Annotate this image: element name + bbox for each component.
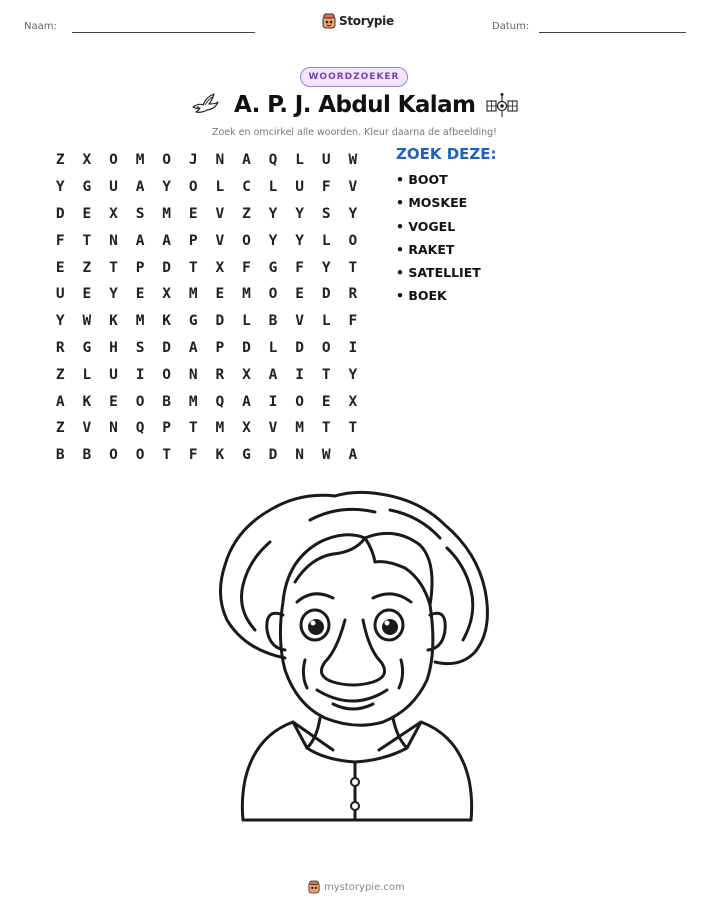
grid-letter[interactable]: F <box>295 259 304 276</box>
grid-letter[interactable]: O <box>295 393 304 410</box>
grid-letter[interactable]: L <box>295 152 304 169</box>
grid-letter[interactable]: G <box>188 313 198 330</box>
grid-letter[interactable]: T <box>188 259 198 276</box>
grid-letter[interactable]: M <box>215 420 225 437</box>
kalam-portrait-illustration <box>215 490 495 825</box>
grid-letter[interactable]: F <box>188 447 198 464</box>
grid-letter[interactable]: B <box>82 447 92 464</box>
footer <box>308 880 405 894</box>
grid-letter[interactable]: E <box>82 205 92 222</box>
word-search-grid <box>47 147 366 469</box>
grid-letter[interactable]: V <box>215 232 225 249</box>
grid-letter[interactable]: I <box>268 393 278 410</box>
grid-letter[interactable]: E <box>55 259 65 276</box>
storypie-mascot-icon <box>308 880 320 894</box>
word-list-item: • MOSKEE <box>396 195 468 211</box>
grid-letter[interactable]: Z <box>242 205 251 222</box>
grid-letter[interactable]: D <box>162 259 172 276</box>
grid-letter[interactable]: M <box>295 420 304 437</box>
grid-letter[interactable]: A <box>162 232 172 249</box>
grid-letter[interactable]: B <box>162 393 172 410</box>
word-list <box>396 172 481 312</box>
grid-letter[interactable]: U <box>109 366 118 383</box>
grid-letter[interactable]: M <box>162 205 172 222</box>
grid-letter[interactable]: F <box>348 313 358 330</box>
grid-letter[interactable]: U <box>109 179 118 196</box>
grid-letter[interactable]: E <box>295 286 304 303</box>
grid-letter[interactable]: A <box>135 179 145 196</box>
grid-letter[interactable]: V <box>82 420 92 437</box>
satellite-icon <box>486 92 518 120</box>
grid-letter[interactable]: K <box>82 393 92 410</box>
grid-letter[interactable]: Y <box>348 366 358 383</box>
grid-letter[interactable]: D <box>162 339 172 356</box>
grid-letter[interactable]: P <box>188 232 198 249</box>
grid-letter[interactable]: U <box>295 179 304 196</box>
grid-row <box>47 388 366 415</box>
grid-row <box>47 227 366 254</box>
grid-letter[interactable]: Y <box>55 313 65 330</box>
grid-letter[interactable]: T <box>321 366 331 383</box>
grid-letter[interactable]: P <box>135 259 145 276</box>
grid-row <box>47 442 366 469</box>
grid-letter[interactable]: O <box>109 152 118 169</box>
grid-letter[interactable]: O <box>242 232 251 249</box>
grid-letter[interactable]: L <box>242 313 251 330</box>
grid-letter[interactable]: V <box>268 420 278 437</box>
grid-letter[interactable]: D <box>55 205 65 222</box>
grid-letter[interactable]: D <box>295 339 304 356</box>
grid-letter[interactable]: E <box>109 393 118 410</box>
grid-letter[interactable]: O <box>162 152 172 169</box>
grid-letter[interactable]: Y <box>268 205 278 222</box>
grid-letter[interactable]: P <box>162 420 172 437</box>
brand-logo <box>322 13 394 29</box>
grid-letter[interactable]: E <box>215 286 225 303</box>
grid-letter[interactable]: M <box>135 152 145 169</box>
grid-letter[interactable]: R <box>215 366 225 383</box>
grid-letter[interactable]: V <box>348 179 358 196</box>
grid-letter[interactable]: B <box>268 313 278 330</box>
grid-letter[interactable]: X <box>109 205 118 222</box>
grid-letter[interactable]: O <box>268 286 278 303</box>
grid-letter[interactable]: N <box>188 366 198 383</box>
grid-letter[interactable]: D <box>242 339 251 356</box>
grid-letter[interactable]: N <box>109 232 118 249</box>
grid-letter[interactable]: Y <box>162 179 172 196</box>
grid-letter[interactable]: A <box>188 339 198 356</box>
grid-letter[interactable]: G <box>82 339 92 356</box>
grid-letter[interactable]: R <box>55 339 65 356</box>
grid-letter[interactable]: D <box>321 286 331 303</box>
grid-letter[interactable]: L <box>215 179 225 196</box>
grid-letter[interactable]: I <box>295 366 304 383</box>
grid-letter[interactable]: L <box>321 313 331 330</box>
word-list-item: • RAKET <box>396 241 455 257</box>
grid-letter[interactable]: T <box>348 259 358 276</box>
grid-letter[interactable]: K <box>215 447 225 464</box>
grid-letter[interactable]: O <box>109 447 118 464</box>
grid-letter[interactable]: I <box>135 366 145 383</box>
grid-letter[interactable]: L <box>321 232 331 249</box>
grid-row <box>47 415 366 442</box>
word-list-item: • SATELLIET <box>396 265 481 281</box>
name-label: Naam: <box>24 21 57 32</box>
grid-letter[interactable]: X <box>348 393 358 410</box>
grid-letter[interactable]: A <box>268 366 278 383</box>
grid-letter[interactable]: G <box>268 259 278 276</box>
grid-letter[interactable]: E <box>188 205 198 222</box>
page-title: A. P. J. Abdul Kalam <box>234 92 476 118</box>
grid-row <box>47 335 366 362</box>
grid-letter[interactable]: Z <box>82 259 92 276</box>
grid-letter[interactable]: M <box>188 393 198 410</box>
grid-letter[interactable]: O <box>321 339 331 356</box>
grid-letter[interactable]: E <box>321 393 331 410</box>
grid-row <box>47 361 366 388</box>
grid-letter[interactable]: W <box>348 152 358 169</box>
grid-letter[interactable]: X <box>242 366 251 383</box>
word-list-item: • BOOT <box>396 172 448 187</box>
grid-letter[interactable]: O <box>348 232 358 249</box>
grid-letter[interactable]: O <box>135 447 145 464</box>
grid-letter[interactable]: G <box>82 179 92 196</box>
grid-letter[interactable]: Q <box>215 393 225 410</box>
grid-row <box>47 201 366 228</box>
word-list-title: ZOEK DEZE: <box>396 145 497 163</box>
grid-letter[interactable]: Y <box>348 205 358 222</box>
grid-letter[interactable]: T <box>82 232 92 249</box>
grid-letter[interactable]: Z <box>55 420 65 437</box>
word-list-item: • VOGEL <box>396 218 456 234</box>
grid-row <box>47 254 366 281</box>
grid-letter[interactable]: V <box>295 313 304 330</box>
grid-letter[interactable]: Z <box>55 366 65 383</box>
grid-letter[interactable]: U <box>321 152 331 169</box>
grid-letter[interactable]: A <box>242 393 251 410</box>
grid-row <box>47 281 366 308</box>
grid-letter[interactable]: C <box>242 179 251 196</box>
grid-letter[interactable]: K <box>109 313 118 330</box>
grid-letter[interactable]: Y <box>295 232 304 249</box>
grid-letter[interactable]: M <box>135 313 145 330</box>
grid-letter[interactable]: Q <box>135 420 145 437</box>
grid-letter[interactable]: L <box>268 339 278 356</box>
instructions: Zoek en omcirkel alle woorden. Kleur daarna de afbeelding! <box>212 127 497 138</box>
grid-letter[interactable]: T <box>188 420 198 437</box>
worksheet-badge: WOORDZOEKER <box>300 67 408 87</box>
grid-letter[interactable]: A <box>55 393 65 410</box>
grid-letter[interactable]: N <box>295 447 304 464</box>
grid-letter[interactable]: T <box>348 420 358 437</box>
grid-letter[interactable]: O <box>188 179 198 196</box>
storypie-mascot-icon <box>322 13 336 29</box>
grid-letter[interactable]: X <box>215 259 225 276</box>
grid-letter[interactable]: B <box>55 447 65 464</box>
grid-letter[interactable]: A <box>348 447 358 464</box>
grid-letter[interactable]: X <box>242 420 251 437</box>
grid-letter[interactable]: D <box>268 447 278 464</box>
grid-letter[interactable]: N <box>215 152 225 169</box>
grid-letter[interactable]: F <box>55 232 65 249</box>
grid-letter[interactable]: R <box>348 286 358 303</box>
grid-letter[interactable]: S <box>321 205 331 222</box>
grid-letter[interactable]: F <box>242 259 251 276</box>
grid-letter[interactable]: W <box>321 447 331 464</box>
grid-letter[interactable]: O <box>135 393 145 410</box>
grid-letter[interactable]: S <box>135 205 145 222</box>
grid-letter[interactable]: J <box>188 152 198 169</box>
footer-url[interactable]: mystorypie.com <box>324 881 405 893</box>
date-line[interactable] <box>539 32 686 33</box>
grid-letter[interactable]: Y <box>109 286 118 303</box>
grid-letter[interactable]: F <box>321 179 331 196</box>
grid-letter[interactable]: Y <box>268 232 278 249</box>
dove-icon <box>190 91 220 117</box>
grid-letter[interactable]: Q <box>268 152 278 169</box>
grid-letter[interactable]: X <box>82 152 92 169</box>
grid-letter[interactable]: T <box>162 447 172 464</box>
grid-letter[interactable]: A <box>135 232 145 249</box>
grid-letter[interactable]: Y <box>321 259 331 276</box>
brand-name: Storypie <box>339 14 394 28</box>
grid-letter[interactable]: E <box>82 286 92 303</box>
grid-letter[interactable]: G <box>242 447 251 464</box>
grid-letter[interactable]: D <box>215 313 225 330</box>
grid-letter[interactable]: E <box>135 286 145 303</box>
grid-letter[interactable]: Z <box>55 152 65 169</box>
name-line[interactable] <box>72 32 255 33</box>
grid-letter[interactable]: V <box>215 205 225 222</box>
grid-letter[interactable]: T <box>109 259 118 276</box>
grid-letter[interactable]: I <box>348 339 358 356</box>
grid-row <box>47 147 366 174</box>
grid-letter[interactable]: S <box>135 339 145 356</box>
grid-letter[interactable]: H <box>109 339 118 356</box>
grid-letter[interactable]: U <box>55 286 65 303</box>
grid-letter[interactable]: A <box>242 152 251 169</box>
grid-letter[interactable]: L <box>268 179 278 196</box>
grid-letter[interactable]: O <box>162 366 172 383</box>
grid-letter[interactable]: P <box>215 339 225 356</box>
grid-letter[interactable]: X <box>162 286 172 303</box>
grid-letter[interactable]: M <box>188 286 198 303</box>
grid-letter[interactable]: Y <box>295 205 304 222</box>
grid-letter[interactable]: L <box>82 366 92 383</box>
grid-letter[interactable]: T <box>321 420 331 437</box>
grid-letter[interactable]: M <box>242 286 251 303</box>
grid-row <box>47 308 366 335</box>
grid-row <box>47 174 366 201</box>
grid-letter[interactable]: K <box>162 313 172 330</box>
grid-letter[interactable]: W <box>82 313 92 330</box>
grid-letter[interactable]: Y <box>55 179 65 196</box>
date-label: Datum: <box>492 21 530 32</box>
grid-letter[interactable]: N <box>109 420 118 437</box>
word-list-item: • BOEK <box>396 288 447 304</box>
